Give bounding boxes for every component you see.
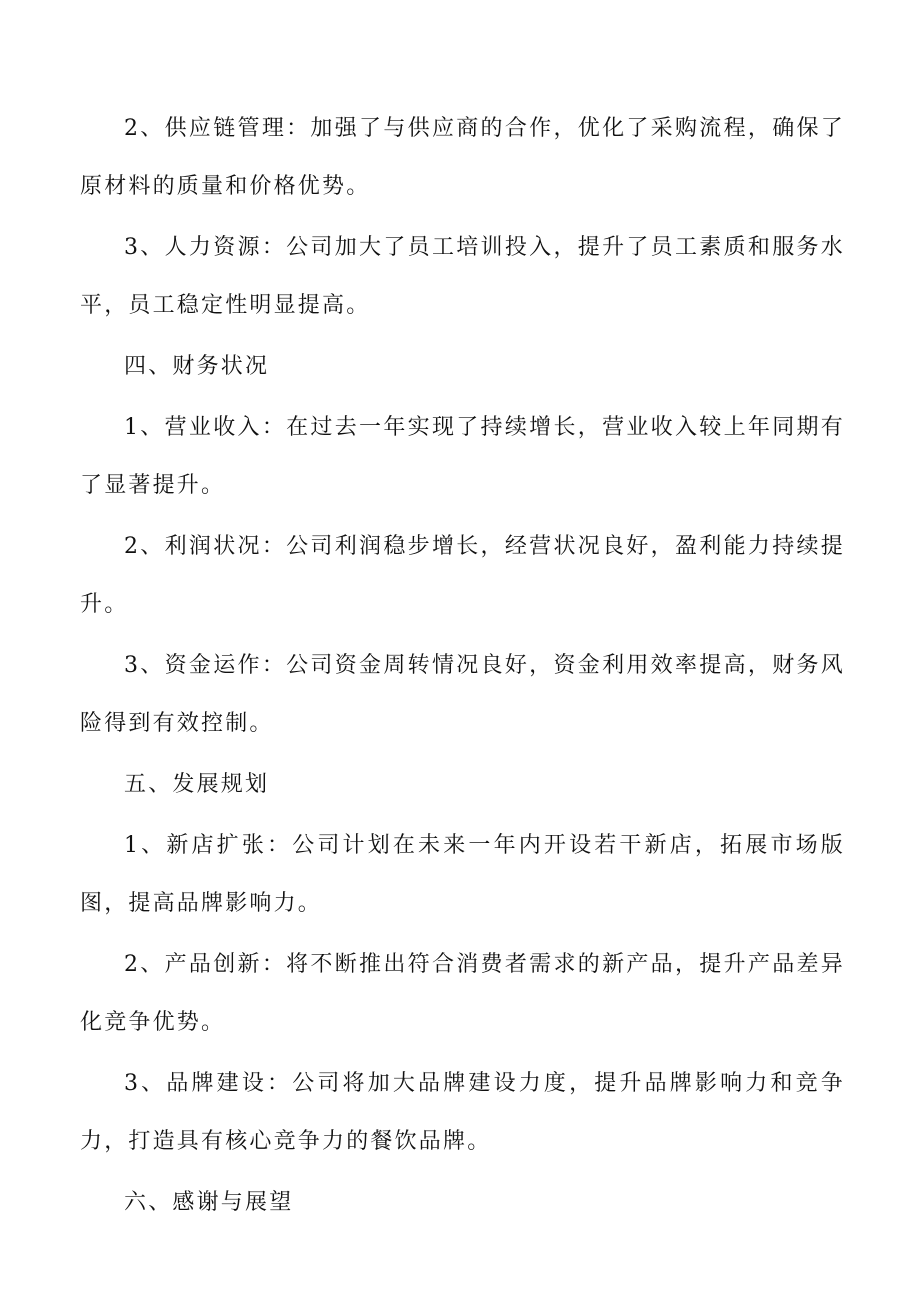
- paragraph-capital: 3、资金运作：公司资金周转情况良好，资金利用效率提高，财务风险得到有效控制。: [80, 653, 845, 736]
- document-page: [80, 100, 845, 1232]
- paragraph-supply-chain: 2、供应链管理：加强了与供应商的合作，优化了采购流程，确保了原材料的质量和价格优势。: [80, 116, 845, 199]
- paragraph-brand-building: 3、品牌建设：公司将加大品牌建设力度，提升品牌影响力和竞争力，打造具有核心竞争力的餐饮品牌。: [80, 1071, 845, 1154]
- paragraph-human-resources: 3、人力资源：公司加大了员工培训投入，提升了员工素质和服务水平，员工稳定性明显提高。: [80, 235, 845, 318]
- paragraph-product-innovation: 2、产品创新：将不断推出符合消费者需求的新产品，提升产品差异化竞争优势。: [80, 952, 845, 1035]
- paragraph-revenue: 1、营业收入：在过去一年实现了持续增长，营业收入较上年同期有了显著提升。: [80, 415, 845, 498]
- paragraph-new-stores: 1、新店扩张：公司计划在未来一年内开设若干新店，拓展市场版图，提高品牌影响力。: [80, 833, 845, 916]
- section-heading-thanks: 六、感谢与展望: [124, 1190, 294, 1215]
- section-heading-development: 五、发展规划: [124, 772, 270, 797]
- paragraph-profit: 2、利润状况：公司利润稳步增长，经营状况良好，盈利能力持续提升。: [80, 534, 845, 617]
- section-heading-financial: 四、财务状况: [124, 354, 270, 379]
